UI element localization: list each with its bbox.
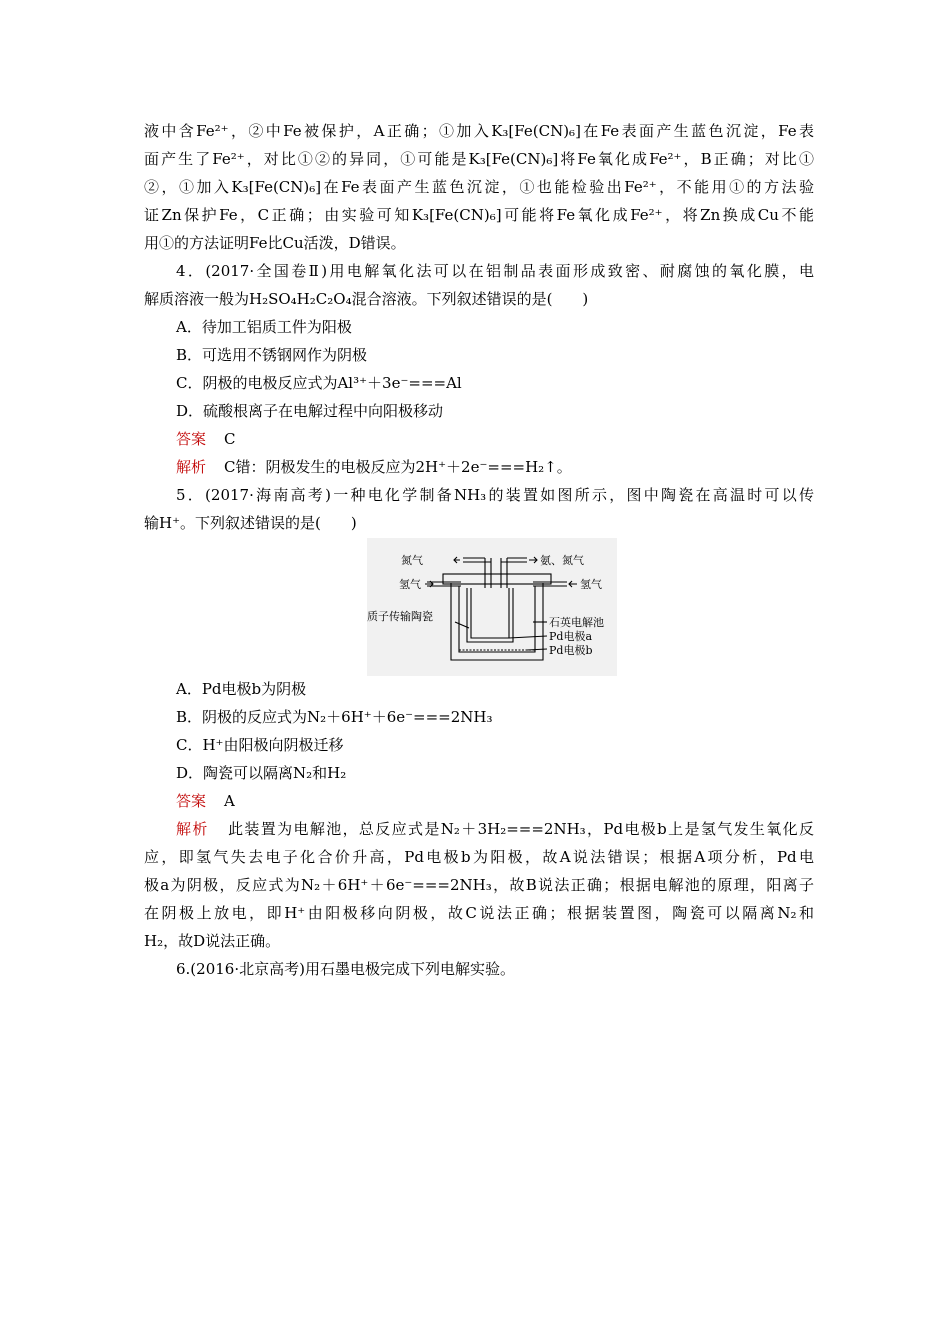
analysis-text: 此装置为电解池，总反应式是N₂＋3H₂===2NH₃，Pd电极b上是氢气发生氧化反 [226,820,814,838]
question-5-option-d: D．陶瓷可以隔离N₂和H₂ [176,764,347,782]
electrolysis-apparatus-diagram [367,538,617,676]
question-5-option-a: A．Pd电极b为阴极 [176,680,307,698]
label-n2: 氮气 [401,554,423,567]
question-5-analysis [176,816,814,842]
question-5-stem: 输H⁺。下列叙述错误的是( ) [144,514,357,532]
question-4-option-b: B．可选用不锈钢网作为阴极 [176,346,368,364]
question-4-option-d: D．硫酸根离子在电解过程中向阳极移动 [176,402,444,420]
text-line: 极a为阴极，反应式为N₂＋6H⁺＋6e⁻===2NH₃，故B说法正确；根据电解池的原理，阳离子 [144,876,814,894]
answer-label: 答案 [176,430,207,448]
answer-value: C [224,430,236,448]
apparatus-svg [367,538,617,676]
analysis-label: 解析 [176,820,209,838]
text-line: 证Zn保护Fe，C正确；由实验可知K₃[Fe(CN)₆]可能将Fe氧化成Fe²⁺，将Zn换成Cu不能 [144,206,814,224]
text-line: H₂，故D说法正确。 [144,932,281,950]
label-h2-left: 氢气 [399,578,421,591]
label-pd-b: Pd电极b [549,644,593,657]
label-quartz: 石英电解池 [549,616,604,629]
analysis-label: 解析 [176,458,207,476]
question-6-stem: 6.(2016·北京高考)用石墨电极完成下列电解实验。 [176,960,515,978]
question-5-answer [176,788,846,814]
answer-value: A [224,792,235,810]
question-4-option-a: A．待加工铝质工件为阳极 [176,318,352,336]
question-4-answer [176,426,846,452]
text-line: ②，①加入K₃[Fe(CN)₆]在Fe表面产生蓝色沉淀，①也能检验出Fe²⁺，不能用①的方法验 [144,178,814,196]
question-5-option-b: B．阴极的反应式为N₂＋6H⁺＋6e⁻===2NH₃ [176,708,493,726]
question-4-stem: 解质溶液一般为H₂SO₄H₂C₂O₄混合溶液。下列叙述错误的是( ) [144,290,589,308]
text-line: 用①的方法证明Fe比Cu活泼，D错误。 [144,234,406,252]
text-line: 液中含Fe²⁺，②中Fe被保护，A正确；①加入K₃[Fe(CN)₆]在Fe表面产生蓝色沉淀，Fe表 [144,122,814,140]
label-h2-right: 氢气 [580,578,602,591]
label-outlet: 氨、氮气 [540,554,584,567]
label-pd-a: Pd电极a [549,630,593,643]
label-ceramic: 质子传输陶瓷 [367,610,433,623]
question-5-stem: 5．(2017·海南高考)一种电化学制备NH₃的装置如图所示，图中陶瓷在高温时可以传 [176,486,814,504]
question-4-analysis [176,454,846,480]
answer-label: 答案 [176,792,207,810]
question-4-option-c: C．阴极的电极反应式为Al³⁺＋3e⁻===Al [176,374,462,392]
text-line: 在阴极上放电，即H⁺由阳极移向阴极，故C说法正确；根据装置图，陶瓷可以隔离N₂和 [144,904,814,922]
text-line: 面产生了Fe²⁺，对比①②的异同，①可能是K₃[Fe(CN)₆]将Fe氧化成Fe²⁺，B正确；对比① [144,150,814,168]
analysis-text: C错：阴极发生的电极反应为2H⁺＋2e⁻===H₂↑。 [224,458,572,476]
text-line: 应，即氢气失去电子化合价升高，Pd电极b为阳极，故A说法错误；根据A项分析，Pd电 [144,848,814,866]
question-5-option-c: C．H⁺由阳极向阴极迁移 [176,736,344,754]
question-4-stem: 4．(2017·全国卷Ⅱ)用电解氧化法可以在铝制品表面形成致密、耐腐蚀的氧化膜，电 [176,262,814,280]
